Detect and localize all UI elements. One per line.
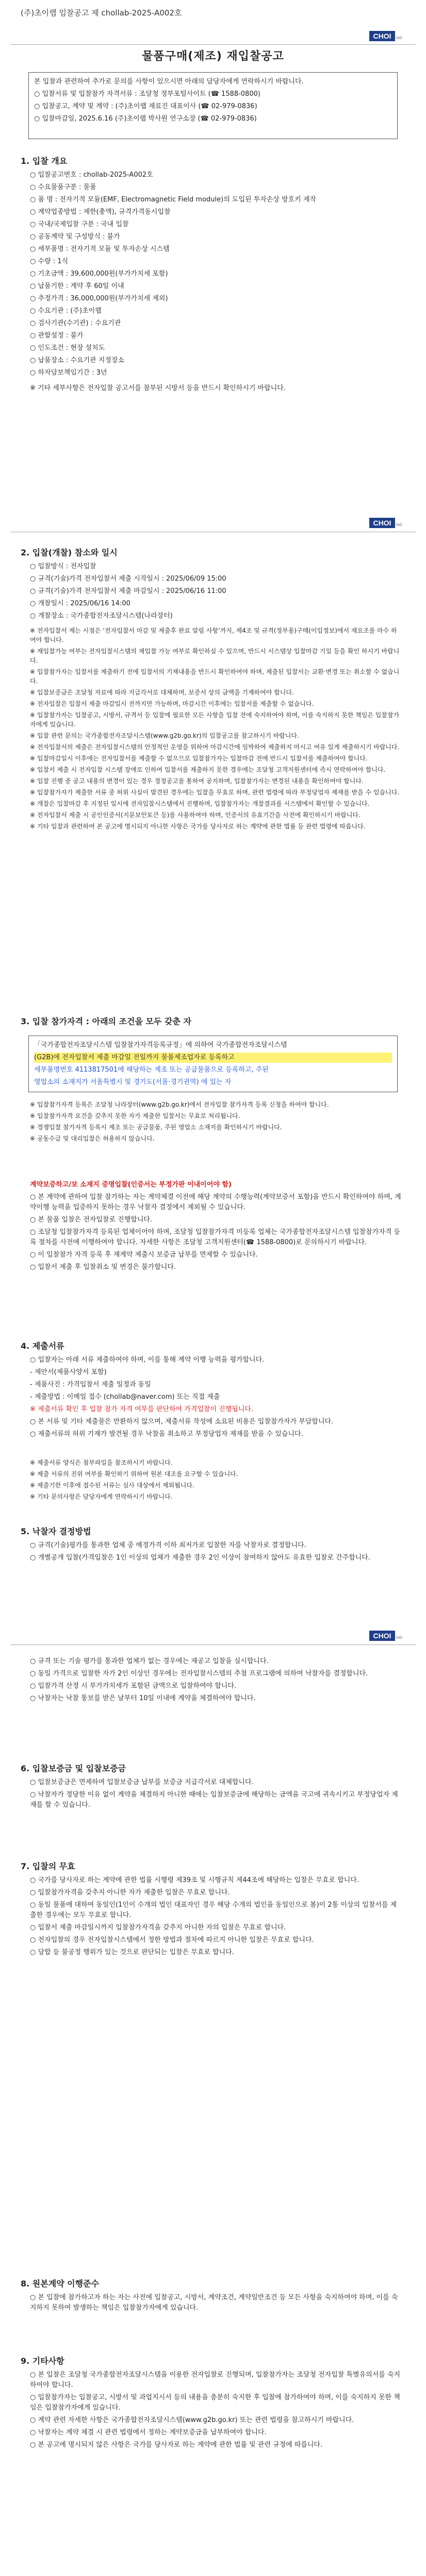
list-item: ○ 수량 : 1식: [30, 258, 69, 265]
list-item: ※ 제출서류 확인 후 입찰 참가 자격 여부를 판단하여 가격입찰이 진행됩니다.: [30, 1405, 254, 1413]
eligibility-line: 영업소의 소재지가 서울특별시 및 경기도(서울·경기권역) 에 있는 자: [34, 1078, 232, 1086]
list-item: ○ 국가를 당사자로 하는 계약에 관한 법률 시행령 제39조 및 시행규칙 제44조에 해당하는 입찰은 무효로 합니다.: [30, 1876, 359, 1884]
list-item: ○ 계약업종방법 : 제한(총액), 규격가격동시입찰: [30, 208, 171, 216]
section-2-notes: [30, 626, 401, 833]
list-item: ○ 전자입찰의 경우 전자입찰시스템에서 정한 방법과 절차에 따르지 아니한 입찰은 무효로 합니다.: [30, 1936, 314, 1944]
note-item: ※ 입찰참가자격 요건을 갖추지 못한 자가 제출한 입찰서는 무효로 처리됩니다.: [30, 1112, 240, 1120]
list-item: ○ 공동계약 및 구성방식 : 불가: [30, 233, 120, 241]
note-item: ※ 공동수급 및 대리입찰은 허용하지 않습니다.: [30, 1135, 155, 1142]
list-item: ○ 조달청 입찰참가자격 등록된 업체이어야 하며, 조달청 입찰참가자격 미등록 업체는 국가종합전자조달시스템 입찰참가자격 등록 절차를 사전에 이행하여야 합니다. 자세한 사항은 조달청 고객지원센터(☎ 1588-0800)로 문의하시기 바랍니다.: [30, 1228, 401, 1246]
list-item: ○ 제출서류의 허위 기재가 발견될 경우 낙찰을 취소하고 부정당업자 제재를 받을 수 있습니다.: [30, 1430, 303, 1438]
list-item: ○ 수요물품구분 : 물품: [30, 183, 96, 191]
section-3-notes: [30, 1100, 401, 1145]
note-item: ○ 낙찰자는 낙찰 통보를 받은 날부터 10일 이내에 계약을 체결하여야 합니다.: [30, 1694, 256, 1702]
note-item: ※ 제출 서류의 진위 여부를 확인하기 위하여 원본 대조를 요구할 수 있습니다.: [30, 1470, 238, 1478]
note-item: ○ 동일 가격으로 입찰한 자가 2인 이상인 경우에는 전자입찰시스템의 추첨 프로그램에 의하여 낙찰자를 결정합니다.: [30, 1670, 368, 1677]
list-item: ○ 규격(기술)가격 전자입찰서 제출 마감일시 : 2025/06/16 11:00: [30, 587, 226, 595]
list-item: ○ 수요기관 : (주)초이랩: [30, 307, 102, 315]
list-item: - 제품사진 : 가격입찰서 제출 일정과 동일: [30, 1381, 151, 1388]
section-1-list: [30, 170, 401, 396]
logo-sub: lab: [396, 522, 403, 527]
list-item: ○ 규격(기술)가격 전자입찰서 제출 시작일시 : 2025/06/09 15:00: [30, 575, 226, 583]
list-item: ○ 품 명 : 전자기적 모듈(EMF, Electromagnetic Field module)의 도입된 투자손상 방호키 제작: [30, 196, 316, 204]
section-2-heading: 2. 입찰(개찰) 참소와 일시: [21, 548, 118, 557]
section-3-heading: 3. 입찰 참가자격 : 아래의 조건을 모두 갖춘 자: [21, 1016, 191, 1026]
note-item: ※ 전자입찰서의 제출은 전자입찰시스템의 안정적인 운영을 위하여 마감시간에 임박하여 제출하지 마시고 여유 있게 제출하시기 바랍니다.: [30, 743, 400, 751]
list-item: ○ 담합 등 불공정 행위가 있는 것으로 판단되는 입찰은 무효로 합니다.: [30, 1948, 234, 1956]
section-4-notes: [30, 1458, 401, 1503]
list-item: ○ 세부품명 : 전자기적 모듈 및 투자손상 시스템: [30, 245, 170, 253]
section-2-list: [30, 562, 401, 623]
note-item: ※ 입찰참가자격 등록은 조달청 나라장터(www.g2b.go.kr)에서 전자입찰 참가자격 등록 신청을 하여야 합니다.: [30, 1101, 329, 1108]
list-item: ○ 입찰공고번호 : chollab-2025-A002호: [30, 171, 153, 179]
intro-box: [28, 72, 398, 139]
logo-sub: lab: [396, 35, 403, 40]
list-item: ○ 낙찰자는 계약 체결 시 관련 법령에서 정하는 계약보증금을 납부하여야 합니다.: [30, 2429, 267, 2436]
list-item: - 제출방법 : 이메일 접수 (chollab@naver.com) 또는 직접 제출: [30, 1393, 220, 1401]
list-item: ○ 본 계약에 관하여 입찰 참가하는 자는 계약체결 이전에 해당 계약의 수행능력(계약보증서 포함)을 반드시 확인하여야 하며, 계약이행 능력을 입증하지 못하는 경우 낙찰자 결정에서 제외될 수 있습니다.: [30, 1193, 401, 1211]
page-title: 물품구매(제조) 재입찰공고: [142, 50, 284, 63]
requirement-heading: 계약보증하고/보 소재지 증명입찰(인증서는 부정가판 이내이어야 함): [30, 1181, 232, 1189]
company-logo: [369, 1631, 411, 1643]
section-5-list: [30, 1540, 401, 1565]
section-9-heading: 9. 기타사항: [21, 2356, 64, 2366]
doc-ref: (주)초이랩 입찰공고 제 chollab-2025-A002호: [21, 8, 182, 18]
list-item: ○ 입찰참가자격을 갖추지 아니한 자가 제출한 입찰은 무효로 합니다.: [30, 1889, 230, 1896]
divider: [10, 44, 416, 45]
list-item: ○ 본 입찰은 조달청 국가종합전자조달시스템을 이용한 전자입찰로 진행되며, 입찰참가자는 조달청 전자입찰 특별유의서를 숙지하여야 합니다.: [30, 2371, 401, 2389]
company-logo: [369, 518, 411, 530]
note-item: ※ 기타 문의사항은 담당자에게 연락하시기 바랍니다.: [30, 1493, 173, 1500]
note-item: ※ 입찰참가자가 제출한 서류 중 허위 사실이 발견된 경우에는 입찰을 무효로 하며, 관련 법령에 따라 부정당업자 제재를 받을 수 있습니다.: [30, 789, 400, 796]
note-item: ※ 제출기한 이후에 접수된 서류는 심사 대상에서 제외됩니다.: [30, 1482, 194, 1489]
section-5-heading: 5. 낙찰자 결정방법: [21, 1527, 91, 1536]
intro-line: ○ 입찰마감일, 2025.6.16 (주)초이랩 박사원 연구소장 (☎ 02-979-0836): [34, 115, 257, 123]
logo-mark: CHOI: [369, 31, 395, 41]
list-item: ○ 동일 물품에 대하여 동일인(1인이 수개의 법인 대표자인 경우 해당 수개의 법인을 동일인으로 봄)이 2통 이상의 입찰서를 제출한 경우에는 모두 무효로 합니다.: [30, 1901, 397, 1919]
section-5-notes: [30, 1656, 401, 1706]
note-item: ○ 입찰가격 산정 시 부가가치세가 포함된 금액으로 입찰하여야 합니다.: [30, 1682, 237, 1690]
note-item: ※ 입찰보증금은 조달청 자료에 따라 지급각서로 대체하며, 보증서 상의 금액을 기재하여야 합니다.: [30, 689, 294, 696]
section-3b: [30, 1180, 401, 1275]
note-item: ※ 입찰마감일시 이후에는 전자입찰서를 제출할 수 없으므로 입찰참가자는 입찰마감 전에 반드시 입찰서를 제출하여야 합니다.: [30, 755, 368, 762]
list-item: ○ 입찰방식 : 전자입찰: [30, 563, 96, 570]
section-4-list: [30, 1355, 401, 1442]
note-item: ※ 전자입찰은 입찰서 제출 마감일시 전까지만 가능하며, 마감시간 이후에는 입찰서를 제출할 수 없습니다.: [30, 700, 314, 707]
section-1-heading: 1. 입찰 개요: [21, 156, 68, 166]
note-item: ※ 재입찰가능 여부는 전자입찰시스템의 재입찰 가능 여부로 확인하실 수 있으며, 반드시 시스템상 입찰마감 기일 등을 확인 하시기 바랍니다.: [30, 648, 400, 664]
list-item: ○ 검사기관(수기관) : 수요기관: [30, 319, 121, 327]
list-item: ○ 개찰일시 : 2025/06/16 14:00: [30, 600, 130, 607]
section-6-list: [30, 1777, 401, 1812]
list-item: ○ 본 서류 및 기타 제출물은 반환하지 않으며, 제출서류 작성에 소요된 비용은 입찰참가자가 부담합니다.: [30, 1418, 334, 1426]
note-item: ※ 전자입찰서 제출 시 공인인증서(지문보안토큰 등)를 사용하여야 하며, 인증서의 유효기간을 사전에 확인하시기 바랍니다.: [30, 811, 361, 819]
section-note: ※ 기타 세부사항은 전자입찰 공고서를 참부된 시방서 등을 반드시 확인하시기 바랍니다.: [30, 384, 286, 392]
list-item: ○ 하자담보책임기간 : 3년: [30, 369, 107, 377]
logo-mark: CHOI: [369, 518, 395, 528]
eligibility-box: [28, 1036, 398, 1092]
logo-sub: lab: [396, 1635, 403, 1640]
list-item: ○ 개찰장소 : 국가종합전자조달시스템(나라장터): [30, 612, 173, 620]
list-item: ○ 본 공고에 명시되지 않은 사항은 국가를 당사자로 하는 계약에 관한 법률 및 관련 규정에 따릅니다.: [30, 2441, 323, 2449]
note-item: ※ 입찰 관련 문의는 국가종합전자조달시스템(www.g2b.go.kr)의 입찰공고를 참고하시기 바랍니다.: [30, 732, 299, 739]
list-item: ○ 인도조건 : 현장 설치도: [30, 344, 105, 352]
note-item: ※ 전자입찰서 제는 시점은 ‘전자입찰서 마감 및 제출후 완료 알림 사항’까지, 제4조 및 규격(정부용)구매(이입정보)에서 재요조를 마수 하여야 합니다.: [30, 627, 397, 643]
list-item: ○ 입찰참가자는 입찰공고, 시방서 및 과업지시서 등의 내용을 충분히 숙지한 후 입찰에 참가하여야 하며, 이를 숙지하지 못한 책임은 입찰참가자에게 있습니다.: [30, 2394, 400, 2412]
section-7-list: [30, 1875, 401, 1960]
list-item: ○ 기초금액 : 39,600,000원(부가가치세 포함): [30, 270, 168, 278]
eligibility-line: 「국가종합전자조달시스템 입찰참가자격등록규정」에 의하여 국가종합전자조달시스템: [34, 1041, 287, 1049]
list-item: ○ 본 물품 입찰은 전자입찰로 진행합니다.: [30, 1216, 153, 1224]
intro-line: ○ 입찰서류 및 입찰참가 자격서류 : 조달청 정부포털사이트 (☎ 1588-0800): [34, 90, 260, 98]
note-item: ※ 경쟁입찰 참가자격 등록시 제조 또는 공급물품, 주된 영업소 소재지를 확인하시기 바랍니다.: [30, 1124, 282, 1131]
logo-mark: CHOI: [369, 1631, 395, 1641]
list-item: ○ 이 입찰참가 자격 등록 후 재계약 제출시 보증금 납부를 면제할 수 있습니다.: [30, 1251, 258, 1259]
section-9-list: [30, 2370, 401, 2452]
note-item: ※ 입찰 진행 중 공고 내용의 변경이 있는 경우 정정공고를 통하여 공지하며, 입찰참가자는 변경된 내용을 확인하여야 합니다.: [30, 777, 364, 785]
section-8-heading: 8. 원본계약 이행준수: [21, 2279, 99, 2289]
section-7-heading: 7. 입찰의 무효: [21, 1861, 75, 1871]
eligibility-line: 세부품명번호 4113817501에 해당하는 제조 또는 공급물품으로 등록하고, 주된: [34, 1066, 269, 1074]
note-item: ※ 기타 입찰과 관련하여 본 공고에 명시되지 아니한 사항은 국가를 당사자로 하는 계약에 관한 법률 등 관련 법령에 따릅니다.: [30, 823, 366, 830]
intro-line: 본 입찰과 관련하여 추가로 문의를 사항이 있으시면 아래의 담당자에게 연락하시기 바랍니다.: [34, 78, 304, 86]
note-item: ○ 규격 또는 기술 평가를 통과한 업체가 없는 경우에는 재공고 입찰을 실시합니다.: [30, 1657, 269, 1665]
list-item: - 제안서(제품사양서 포함): [30, 1368, 107, 1376]
note-item: ※ 입찰서 제출 시 전자입찰 시스템 장애로 인하여 입찰서를 제출하지 못한 경우에는 조달청 고객지원센터에 즉시 연락하여야 합니다.: [30, 766, 386, 773]
list-item: ○ 입찰서 제출 후 입찰취소 및 변경은 불가합니다.: [30, 1263, 176, 1271]
section-6-heading: 6. 입찰보증금 및 입찰보증금: [21, 1764, 126, 1773]
list-item: ○ 계약 관련 자세한 사항은 국가종합전자조달시스템(www.g2b.go.kr) 또는 관련 법령을 참고하시기 바랍니다.: [30, 2416, 354, 2424]
eligibility-line: (G2B)에 전자입찰서 제출 마감일 전일까지 물품제조업자로 등록하고: [34, 1053, 392, 1063]
list-item: ○ 국내/국제입찰 구분 : 국내 입찰: [30, 221, 129, 228]
note-item: ※ 입찰참가자는 입찰서를 제출하기 전에 입찰서의 기재내용을 반드시 확인하여야 하며, 제출된 입찰서는 교환·변경 또는 취소할 수 없습니다.: [30, 668, 400, 685]
list-item: ○ 규격(기술)평가를 통과한 업체 중 예정가격 이하 최저가로 입찰한 자를 낙찰자로 결정합니다.: [30, 1541, 306, 1549]
section-4-heading: 4. 제출서류: [21, 1341, 64, 1351]
company-logo: [369, 31, 411, 43]
list-item: ○ 본 입찰에 참가하고자 하는 자는 사전에 입찰공고, 시방서, 계약조건, 계약일반조건 등 모든 사항을 숙지하여야 하며, 이를 숙지하지 못하여 발생하는 책임은 입찰참가자에게 있습니다.: [30, 2294, 398, 2312]
note-item: ※ 제출서류 양식은 첨부파일을 참조하시기 바랍니다.: [30, 1459, 173, 1466]
intro-line: ○ 입찰공고, 계약 및 계약 : (주)초이랩 재료진 대표이사 (☎ 02-979-0836): [34, 103, 257, 110]
list-item: ○ 입찰보증금은 면제하며 입찰보증금 납부를 보증금 지급각서로 대체합니다.: [30, 1778, 254, 1786]
list-item: ○ 개별공개 입찰(가격입찰은 1인 이상의 업체가 제출한 경우 2인 이상이 참여하지 않아도 유효한 입찰로 간주합니다.: [30, 1554, 371, 1562]
list-item: ○ 추정가격 : 36,000,000원(부가가치세 제외): [30, 295, 168, 302]
list-item: ○ 입찰자는 아래 서류 제출하여야 하며, 이를 통해 계약 이행 능력을 평가합니다.: [30, 1356, 265, 1364]
list-item: ○ 납품기한 : 계약 후 60일 이내: [30, 282, 124, 290]
list-item: ○ 관할설정 : 불가: [30, 332, 84, 340]
list-item: ○ 납품장소 : 수요기관 지정장소: [30, 357, 124, 364]
list-item: ○ 낙찰자가 정당한 이유 없이 계약을 체결하지 아니한 때에는 입찰보증금에 해당하는 금액을 국고에 귀속시키고 부정당업자 제재를 할 수 있습니다.: [30, 1791, 398, 1809]
note-item: ※ 입찰참가자는 입찰공고, 시방서, 규격서 등 입찰에 필요한 모든 사항을 입찰 전에 숙지하여야 하며, 이를 숙지하지 못한 책임은 입찰참가자에게 있습니다.: [30, 711, 400, 728]
section-8-list: [30, 2293, 401, 2315]
note-item: ※ 개찰은 입찰마감 후 지정된 일시에 전자입찰시스템에서 진행하며, 입찰참가자는 개찰결과를 시스템에서 확인할 수 있습니다.: [30, 800, 370, 807]
list-item: ○ 입찰서 제출 마감일시까지 입찰참가자격을 갖추지 아니한 자의 입찰은 무효로 합니다.: [30, 1924, 286, 1931]
